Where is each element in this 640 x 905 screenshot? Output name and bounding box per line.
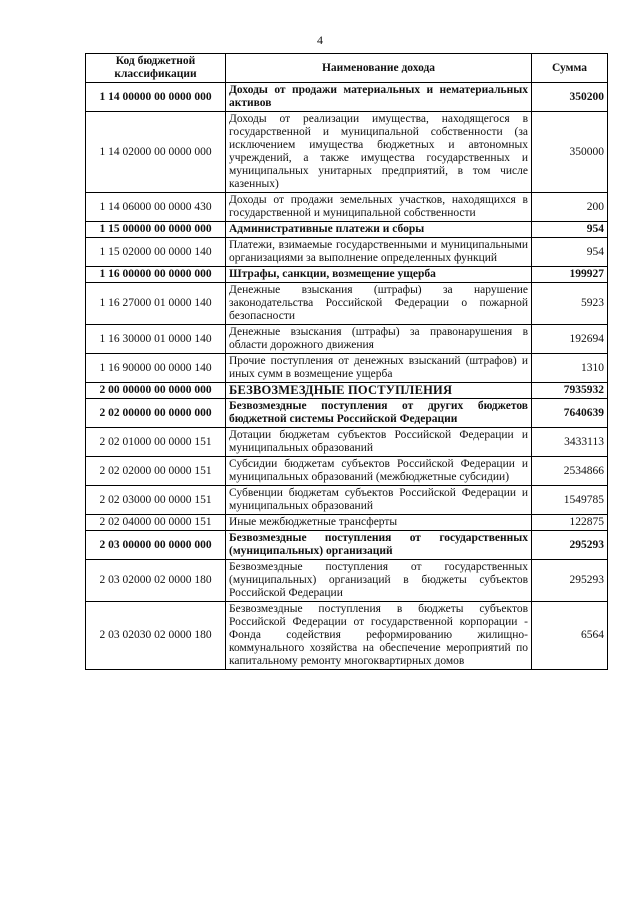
table-row <box>86 267 608 283</box>
row-sum: 192694 <box>532 325 608 354</box>
table-row <box>86 283 608 325</box>
row-name: Доходы от продажи материальных и нематериальных активов <box>226 83 532 112</box>
table-header-row <box>86 54 608 83</box>
row-code: 1 14 06000 00 0000 430 <box>86 193 226 222</box>
table-body <box>86 83 608 670</box>
table-row <box>86 325 608 354</box>
row-name: Безвозмездные поступления в бюджеты субъектов Российской Федерации от государственной корпорации - Фонда содействия реформированию жилищно-коммунального хозяйства на обеспечение мероприятий по капитальному ремонту многоквартирных домов <box>226 602 532 670</box>
table-row <box>86 531 608 560</box>
row-name: Штрафы, санкции, возмещение ущерба <box>226 267 532 283</box>
row-sum: 295293 <box>532 560 608 602</box>
row-sum: 1310 <box>532 354 608 383</box>
row-code: 2 03 00000 00 0000 000 <box>86 531 226 560</box>
row-name: Денежные взыскания (штрафы) за нарушение законодательства Российской Федерации о пожарной безопасности <box>226 283 532 325</box>
row-code: 2 02 00000 00 0000 000 <box>86 399 226 428</box>
row-sum: 6564 <box>532 602 608 670</box>
row-sum: 1549785 <box>532 486 608 515</box>
row-code: 2 02 04000 00 0000 151 <box>86 515 226 531</box>
row-sum: 2534866 <box>532 457 608 486</box>
row-sum: 350200 <box>532 83 608 112</box>
row-code: 1 15 00000 00 0000 000 <box>86 222 226 238</box>
row-name: Доходы от реализации имущества, находящегося в государственной и муниципальной собственности (за исключением имущества бюджетных и автономных учреждений, а также имущества государственных и муниципальных унитарных предприятий, в том числе казенных) <box>226 112 532 193</box>
header-name: Наименование дохода <box>226 54 532 83</box>
row-name: Безвозмездные поступления от государственных (муниципальных) организаций <box>226 531 532 560</box>
row-name: Безвозмездные поступления от других бюджетов бюджетной системы Российской Федерации <box>226 399 532 428</box>
row-name: Доходы от продажи земельных участков, находящихся в государственной и муниципальной собственности <box>226 193 532 222</box>
table-row <box>86 112 608 193</box>
row-code: 1 16 00000 00 0000 000 <box>86 267 226 283</box>
row-code: 2 02 02000 00 0000 151 <box>86 457 226 486</box>
table-row <box>86 193 608 222</box>
table-row <box>86 354 608 383</box>
row-sum: 122875 <box>532 515 608 531</box>
table-row <box>86 602 608 670</box>
table-row <box>86 486 608 515</box>
table-row <box>86 560 608 602</box>
table-row <box>86 222 608 238</box>
row-code: 2 00 00000 00 0000 000 <box>86 383 226 399</box>
row-name: Субсидии бюджетам субъектов Российской Федерации и муниципальных образований (межбюджетные субсидии) <box>226 457 532 486</box>
header-code: Код бюджетной классификации <box>86 54 226 83</box>
table-row <box>86 383 608 399</box>
row-code: 2 02 03000 00 0000 151 <box>86 486 226 515</box>
header-sum: Сумма <box>532 54 608 83</box>
table-row <box>86 399 608 428</box>
row-name: Административные платежи и сборы <box>226 222 532 238</box>
row-code: 1 14 02000 00 0000 000 <box>86 112 226 193</box>
row-name: Прочие поступления от денежных взысканий (штрафов) и иных сумм в возмещение ущерба <box>226 354 532 383</box>
row-name: БЕЗВОЗМЕЗДНЫЕ ПОСТУПЛЕНИЯ <box>226 383 532 399</box>
row-code: 2 02 01000 00 0000 151 <box>86 428 226 457</box>
revenue-table <box>85 53 608 670</box>
table-row <box>86 428 608 457</box>
table-row <box>86 515 608 531</box>
table-row <box>86 83 608 112</box>
row-sum: 954 <box>532 238 608 267</box>
row-name: Безвозмездные поступления от государственных (муниципальных) организаций в бюджеты субъектов Российской Федерации <box>226 560 532 602</box>
page-number: 4 <box>317 33 323 47</box>
row-code: 1 14 00000 00 0000 000 <box>86 83 226 112</box>
row-sum: 7935932 <box>532 383 608 399</box>
row-code: 1 16 27000 01 0000 140 <box>86 283 226 325</box>
row-code: 2 03 02000 02 0000 180 <box>86 560 226 602</box>
row-code: 1 15 02000 00 0000 140 <box>86 238 226 267</box>
row-name: Платежи, взимаемые государственными и муниципальными организациями за выполнение определенных функций <box>226 238 532 267</box>
row-sum: 3433113 <box>532 428 608 457</box>
row-name: Денежные взыскания (штрафы) за правонарушения в области дорожного движения <box>226 325 532 354</box>
table-row <box>86 457 608 486</box>
row-sum: 5923 <box>532 283 608 325</box>
row-sum: 954 <box>532 222 608 238</box>
row-sum: 350000 <box>532 112 608 193</box>
table-row <box>86 238 608 267</box>
row-code: 1 16 30000 01 0000 140 <box>86 325 226 354</box>
row-sum: 200 <box>532 193 608 222</box>
row-sum: 199927 <box>532 267 608 283</box>
row-name: Дотации бюджетам субъектов Российской Федерации и муниципальных образований <box>226 428 532 457</box>
row-sum: 295293 <box>532 531 608 560</box>
row-name: Субвенции бюджетам субъектов Российской Федерации и муниципальных образований <box>226 486 532 515</box>
row-sum: 7640639 <box>532 399 608 428</box>
row-name: Иные межбюджетные трансферты <box>226 515 532 531</box>
row-code: 2 03 02030 02 0000 180 <box>86 602 226 670</box>
row-code: 1 16 90000 00 0000 140 <box>86 354 226 383</box>
